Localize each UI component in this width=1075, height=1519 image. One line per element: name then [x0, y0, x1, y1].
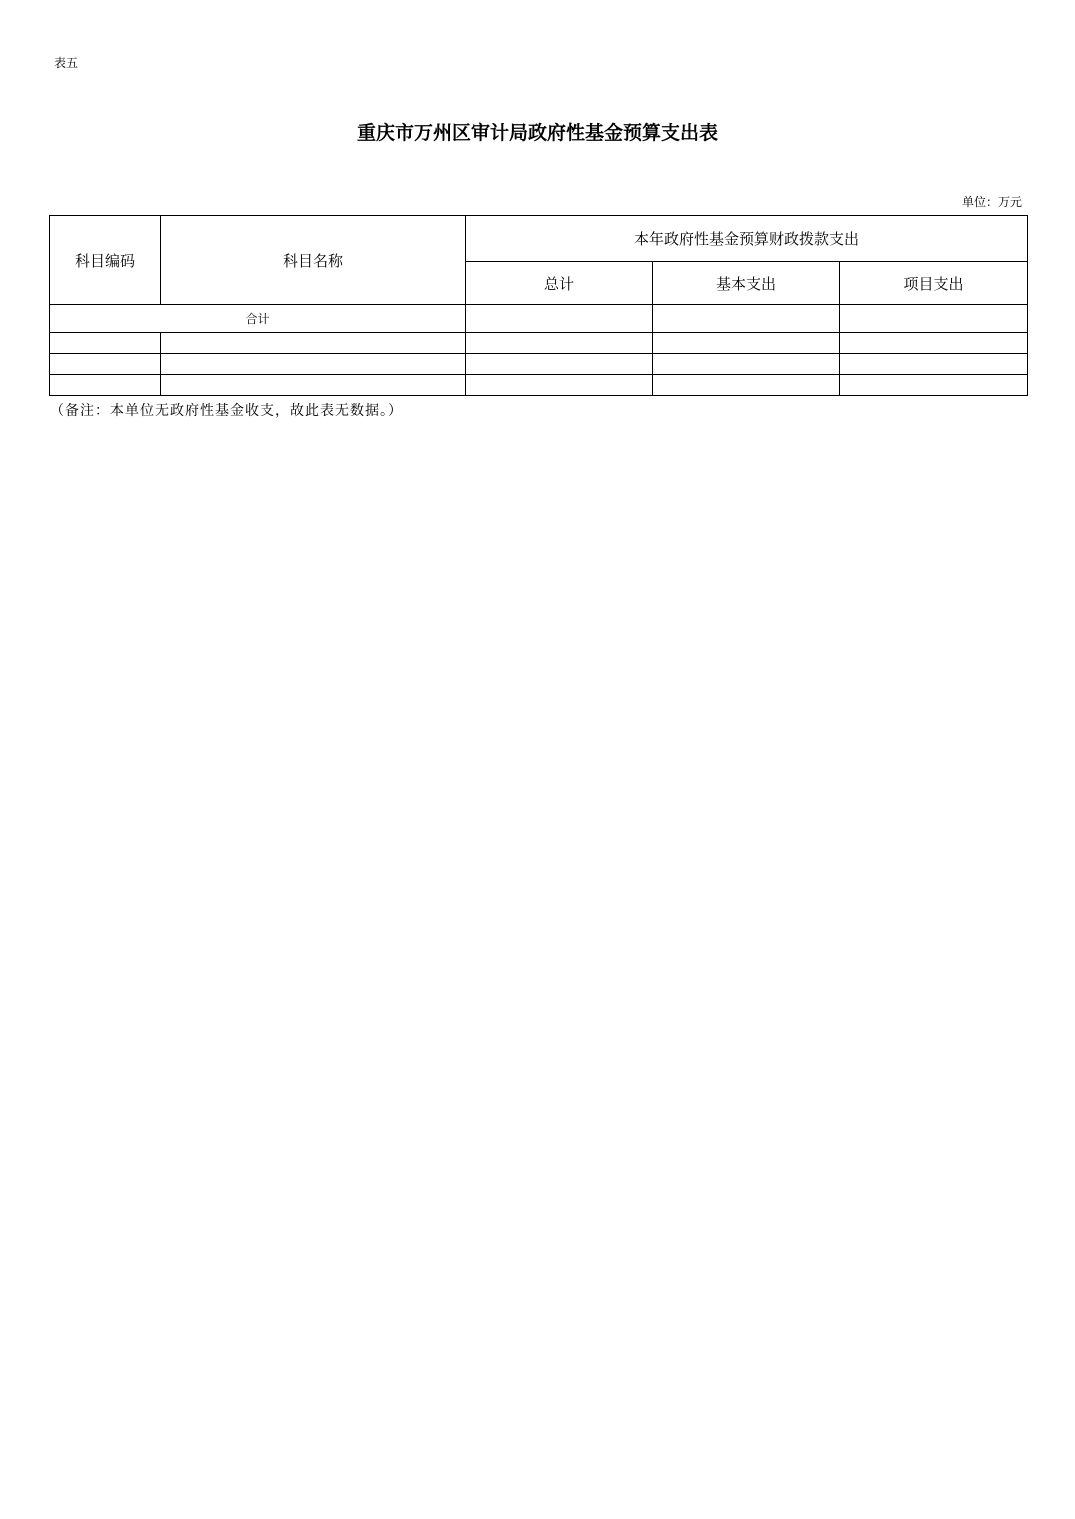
- header-name: 科目名称: [161, 216, 466, 305]
- table-row: [50, 333, 1028, 354]
- row-code: [50, 354, 161, 375]
- header-code: 科目编码: [50, 216, 161, 305]
- header-group: 本年政府性基金预算财政拨款支出: [466, 216, 1028, 262]
- row-name: [161, 333, 466, 354]
- total-value: [466, 305, 653, 333]
- row-basic: [653, 354, 840, 375]
- unit-label: 单位：万元: [961, 195, 1022, 209]
- total-row: [50, 305, 1028, 333]
- total-label: 合计: [50, 305, 466, 333]
- row-name: [161, 354, 466, 375]
- row-total: [466, 333, 653, 354]
- header-row: [50, 216, 1028, 262]
- total-project: [840, 305, 1028, 333]
- budget-table: [49, 215, 1028, 396]
- footnote: （备注：本单位无政府性基金收支，故此表无数据。）: [50, 403, 403, 419]
- row-project: [840, 333, 1028, 354]
- header-project: 项目支出: [840, 262, 1028, 305]
- row-total: [466, 375, 653, 396]
- row-code: [50, 333, 161, 354]
- header-basic: 基本支出: [653, 262, 840, 305]
- row-basic: [653, 333, 840, 354]
- page-label: 表五: [54, 56, 79, 70]
- table-row: [50, 375, 1028, 396]
- row-project: [840, 375, 1028, 396]
- header-total: 总计: [466, 262, 653, 305]
- row-code: [50, 375, 161, 396]
- row-basic: [653, 375, 840, 396]
- total-basic: [653, 305, 840, 333]
- row-total: [466, 354, 653, 375]
- row-project: [840, 354, 1028, 375]
- page-title: 重庆市万州区审计局政府性基金预算支出表: [356, 122, 718, 144]
- row-name: [161, 375, 466, 396]
- table-row: [50, 354, 1028, 375]
